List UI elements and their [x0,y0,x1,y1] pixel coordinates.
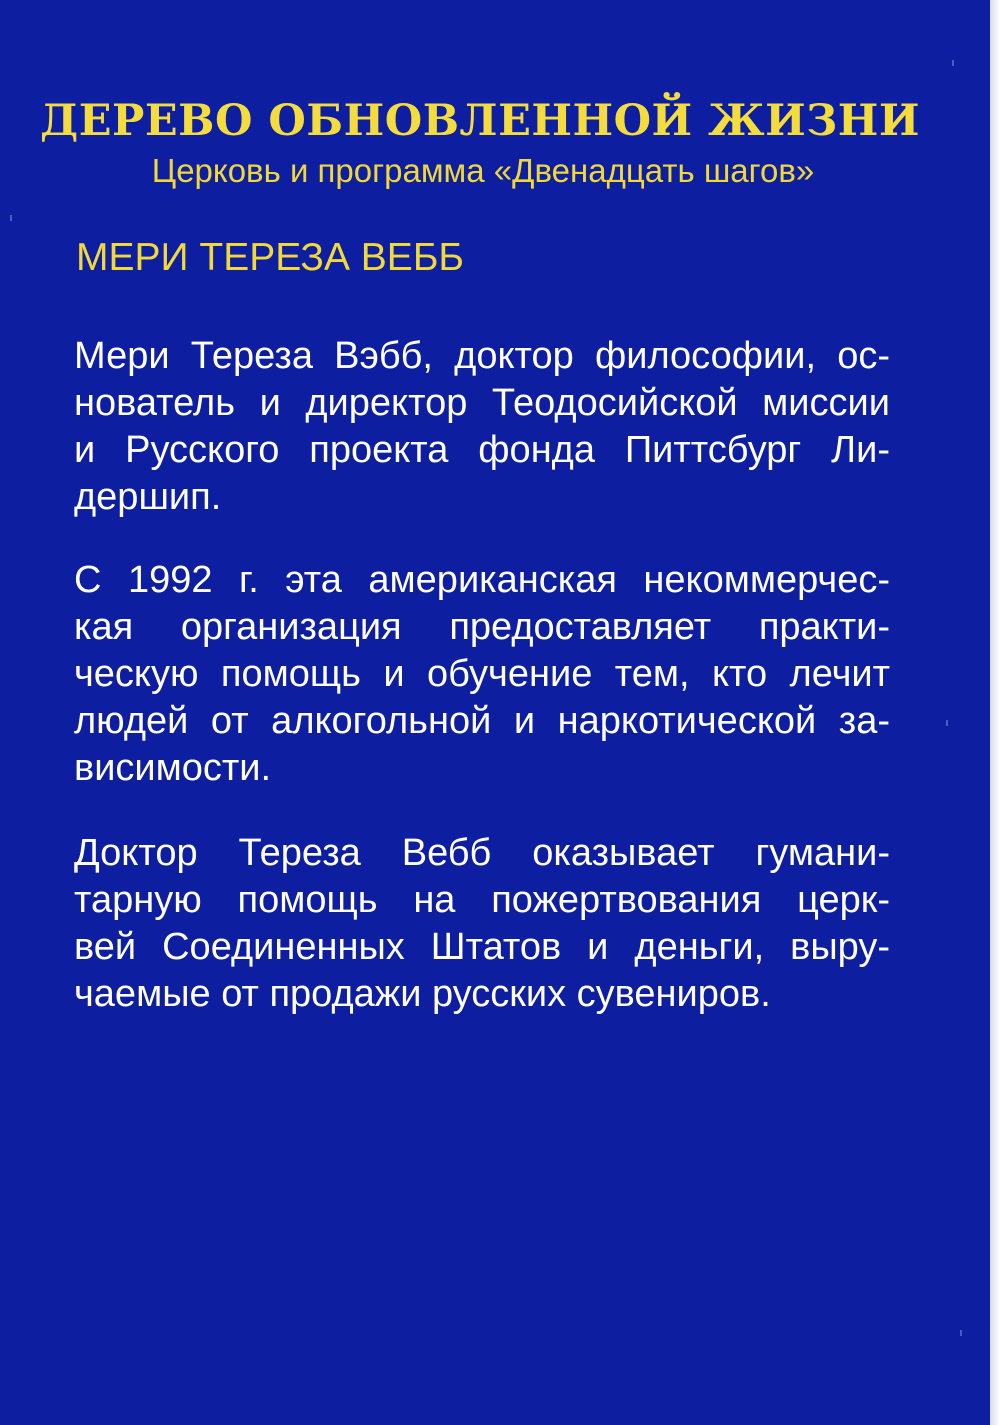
author-bio-paragraph [74,333,890,521]
author-name: МЕРИ ТЕРЕЗА ВЕББ [76,236,465,279]
text-line: кая организация предоставляет практи- [74,606,890,648]
humanitarian-paragraph [74,830,890,1018]
print-speck [946,720,948,726]
text-line: вей Соединенных Штатов и деньги, выру- [74,926,890,968]
text-line: людей от алкогольной и наркотической за- [74,700,890,742]
print-speck [952,60,954,66]
print-speck [960,1330,962,1336]
text-line: чаемые от продажи русских сувениров. [74,973,771,1015]
print-speck [10,215,12,221]
text-line: и Русского проекта фонда Питтсбург Ли- [74,429,890,471]
text-line: висимости. [74,747,272,789]
organization-paragraph [74,557,890,792]
text-line: Мери Тереза Вэбб, доктор философии, ос- [74,335,890,377]
book-subtitle: Церковь и программа «Двенадцать шагов» [151,152,815,189]
text-line: ческую помощь и обучение тем, кто лечит [74,653,890,695]
text-line: тарную помощь на пожертвования церк- [74,879,890,921]
book-title: ДЕРЕВО ОБНОВЛЕННОЙ ЖИЗНИ [40,96,920,146]
text-line: С 1992 г. эта американская некоммерчес- [74,559,890,601]
text-line: нователь и директор Теодосийской миссии [74,382,890,424]
text-line: дершип. [74,476,222,518]
text-line: Доктор Тереза Вебб оказывает гумани- [74,832,890,874]
page-edge [990,0,1000,1425]
